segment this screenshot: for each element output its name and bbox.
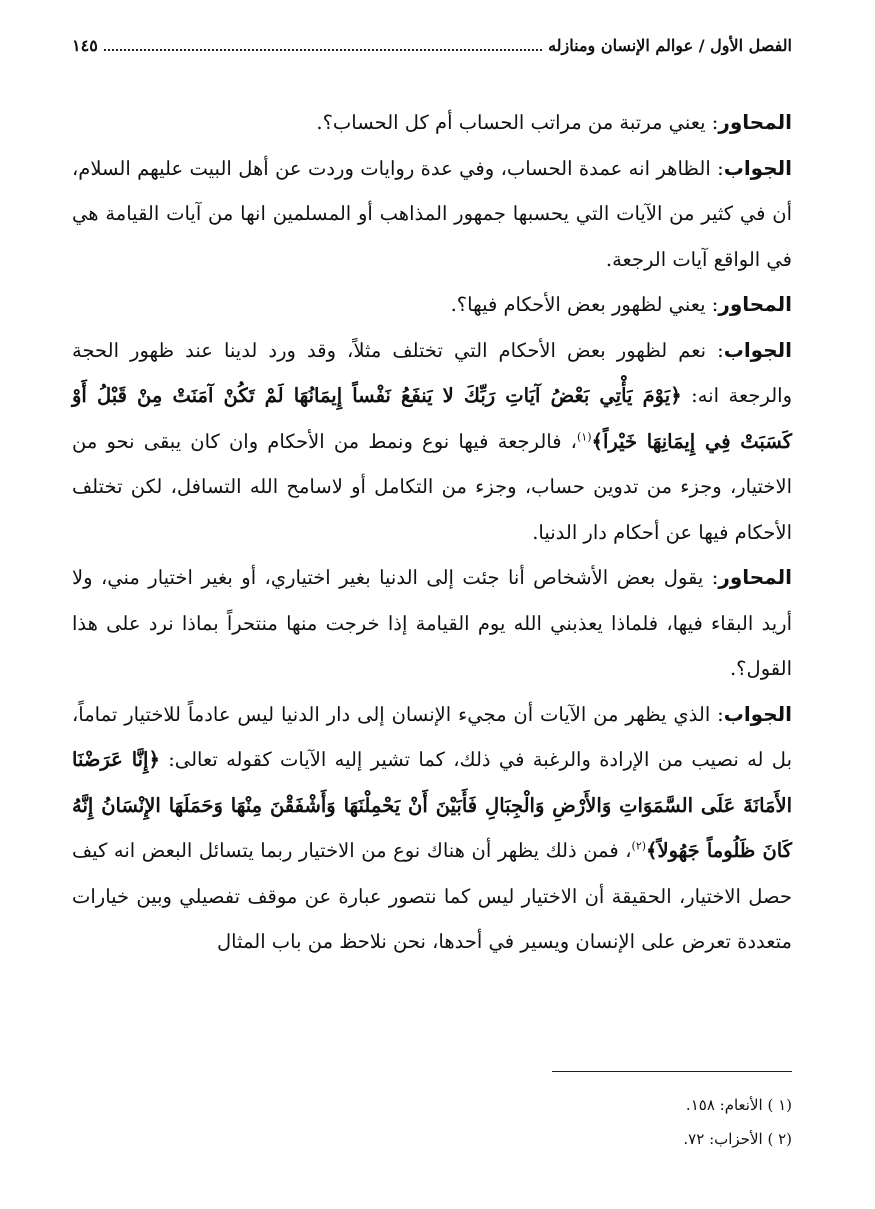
speaker-label-interlocutor: المحاور [718,110,792,134]
paragraph-text: ، فالرجعة فيها نوع ونمط من الأحكام وان كان يبقى نحو من الاختيار، وجزء من تدوين حساب، وجزء من التكامل أو لاسامح الله التسافل، لكن تختلف الأحكام فيها عن أحكام دار الدنيا. [72,429,792,544]
paragraph-text: : يعني مرتبة من مراتب الحساب أم كل الحساب؟. [316,111,719,134]
paragraph-answer-2 [72,328,792,556]
footnote-1: (١ ) الأنعام: ١٥٨. [685,1096,792,1114]
speaker-label-answer: الجواب [723,701,792,726]
speaker-label-interlocutor: المحاور [718,292,792,316]
paragraph-text: : يعني لظهور بعض الأحكام فيها؟. [450,293,719,316]
quran-verse: يَوْمَ يَأْتِي بَعْضُ آيَاتِ رَبِّكَ لا يَنفَعُ نَفْساً إِيمَانُهَا لَمْ تَكُنْ آمَنَتْ مِنْ قَبْلُ أَوْ كَسَبَتْ فِي إِيمَانِهَا خَيْراً [72,384,792,453]
paragraph-interlocutor-3 [72,555,792,692]
paragraph-text: : الظاهر انه عمدة الحساب، وفي عدة روايات وردت عن أهل البيت عليهم السلام، أن في كثير من الآيات التي يحسبها جمهور المذاهب أو المسلمين انها من آيات القيامة هي في الواقع آيات الرجعة. [72,156,792,271]
quran-open-bracket: ﴿ [148,748,160,771]
footnote-ref-2: (٢) [631,839,647,853]
footnote-2: (٢ ) الأحزاب: ٧٢. [683,1130,792,1148]
paragraph-text: : يقول بعض الأشخاص أنا جئت إلى الدنيا بغير اختياري، أو بغير اختيار مني، ولا أريد البقاء فيها، فلماذا يعذبني الله يوم القيامة إذا خرجت منها منتحراً بماذا نرد على هذا القول؟. [72,566,792,680]
footnotes [72,1088,792,1156]
header-dot-leader [104,37,542,51]
paragraph-answer-1 [72,146,792,283]
paragraph-interlocutor-2 [72,282,792,328]
footnote-separator [552,1071,792,1072]
chapter-title: الفصل الأول / عوالم الإنسان ومنازله [548,36,792,55]
running-header [72,36,792,66]
speaker-label-interlocutor: المحاور [718,565,792,589]
quran-open-bracket: ﴿ [670,384,682,407]
speaker-label-answer: الجواب [723,155,792,180]
paragraph-interlocutor-1 [72,100,792,146]
footnote-ref-1: (١) [576,430,592,443]
paragraph-text: : الذي يظهر من الآيات أن مجيء الإنسان إلى دار الدنيا ليس عادماً للاختيار تماماً، بل له نصيب من الإرادة والرغبة في ذلك، كما تشير إليه الآيات كقوله تعالى: [72,702,792,771]
quran-close-bracket: ﴾ [646,839,658,862]
quran-close-bracket: ﴾ [591,429,603,453]
paragraph-answer-3 [72,692,792,965]
paragraph-text: : نعم لظهور بعض الأحكام التي تختلف مثلاً، وقد ورد لدينا عند ظهور الحجة والرجعة انه: [72,338,793,407]
paragraph-text: ، فمن ذلك يظهر أن هناك نوع من الاختيار ربما يتسائل البعض انه كيف حصل الاختيار، الحقيقة أن الاختيار ليس كما نتصور عبارة عن موقف تفصيلي وبين خيارات متعددة تعرض على الإنسان ويسير في أحدها، نحن نلاحظ من باب المثال [72,839,792,953]
page-number: ١٤٥ [72,36,98,55]
book-page [72,36,792,1176]
quran-verse: إِنَّا عَرَضْنَا الأَمَانَةَ عَلَى السَّمَوَاتِ وَالأَرْضِ وَالْجِبَالِ فَأَبَيْنَ أَنْ يَحْمِلْنَهَا وَأَشْفَقْنَ مِنْهَا وَحَمَلَهَا الإِنْسَانُ إِنَّهُ كَانَ ظَلُوماً جَهُولاً [72,748,793,862]
page-body [72,100,792,965]
speaker-label-answer: الجواب [723,337,792,362]
